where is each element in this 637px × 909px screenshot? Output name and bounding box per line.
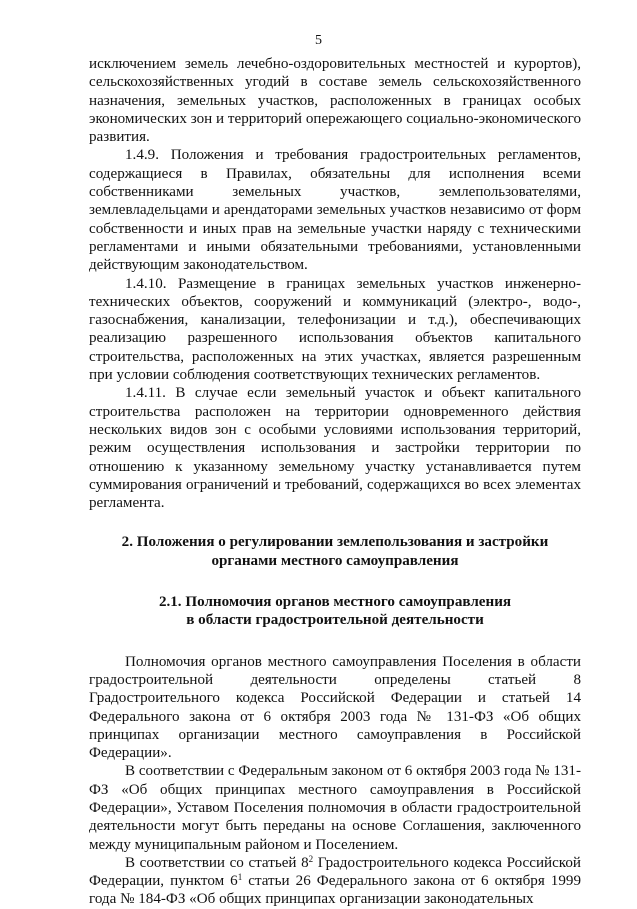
paragraph-powers: Полномочия органов местного самоуправления Поселения в области градостроительной деятельности определены статьей 8 Градостроительного кодекса Российской Федерации и статьей 14 Федерального закона от 6 октября 2003 года № 131-ФЗ «Об общих принципах организации местного самоуправления в Российской Федерации». — [89, 653, 581, 762]
section-heading-line-1: 2. Положения о регулировании землепользования и застройки — [121, 534, 549, 551]
paragraph-article-8-2-part-c: статьи 26 Федерального закона от 6 октября 1999 года № 184-ФЗ «Об общих принципах организации законодательных — [89, 873, 581, 908]
paragraph-1-4-9: 1.4.9. Положения и требования градостроительных регламентов, содержащиеся в Правилах, обязательны для исполнения всеми собственниками земельных участков, землепользователями, землевладельцами и арендаторами земельных участков независимо от форм собственности и иных прав на земельные участки наряду с техническими регламентами и иными обязательными требованиями, установленными действующим законодательством. — [89, 147, 581, 274]
document-body — [89, 55, 581, 909]
paragraph-agreement: В соответствии с Федеральным законом от 6 октября 2003 года № 131-ФЗ «Об общих принципах местного самоуправления в Российской Федерации», Уставом Поселения полномочия в области градостроительной деятельности могут быть переданы на основе Соглашения, заключенного между муниципальным районом и Поселением. — [89, 763, 581, 853]
paragraph-1-4-10: 1.4.10. Размещение в границах земельных участков инженерно-технических объектов, сооружений и коммуникаций (электро-, водо-, газоснабжения, канализации, телефонизации и т.д.), обеспечивающих реализацию разрешенного использования объектов капитального строительства, расположенных на этих участках, является разрешенным при условии соблюдения соответствующих технических регламентов. — [89, 275, 581, 384]
subsection-heading-line-2: в области градостроительной деятельности — [186, 612, 484, 629]
superscript-1: 1 — [237, 872, 243, 883]
subsection-heading — [89, 593, 581, 630]
page-number: 5 — [315, 33, 322, 48]
paragraph-article-8-2 — [89, 854, 581, 909]
paragraph-article-8-2-part-b: Градостроительного кодекса Российской Федерации, пунктом 6 — [89, 854, 581, 890]
section-heading-line-2: органами местного самоуправления — [211, 552, 459, 569]
superscript-2: 2 — [308, 853, 314, 864]
paragraph-article-8-2-part-a: В соответствии со статьей 8 — [125, 854, 309, 871]
paragraph-continuation: исключением земель лечебно-оздоровительных местностей и курортов), сельскохозяйственных угодий в составе земель сельскохозяйственного назначения, земельных участков, расположенных в границах особых экономических зон и территорий опережающего социально-экономического развития. — [89, 56, 581, 146]
paragraph-1-4-11: 1.4.11. В случае если земельный участок и объект капитального строительства расположен на территории одновременного действия нескольких видов зон с особыми условиями использования территорий, режим осуществления использования и застройки территории по отношению к указанному земельному участку устанавливается путем суммирования ограничений и требований, содержащихся во всех элементах регламента. — [89, 385, 581, 512]
section-heading — [89, 533, 581, 570]
subsection-heading-line-1: 2.1. Полномочия органов местного самоуправления — [158, 594, 512, 611]
